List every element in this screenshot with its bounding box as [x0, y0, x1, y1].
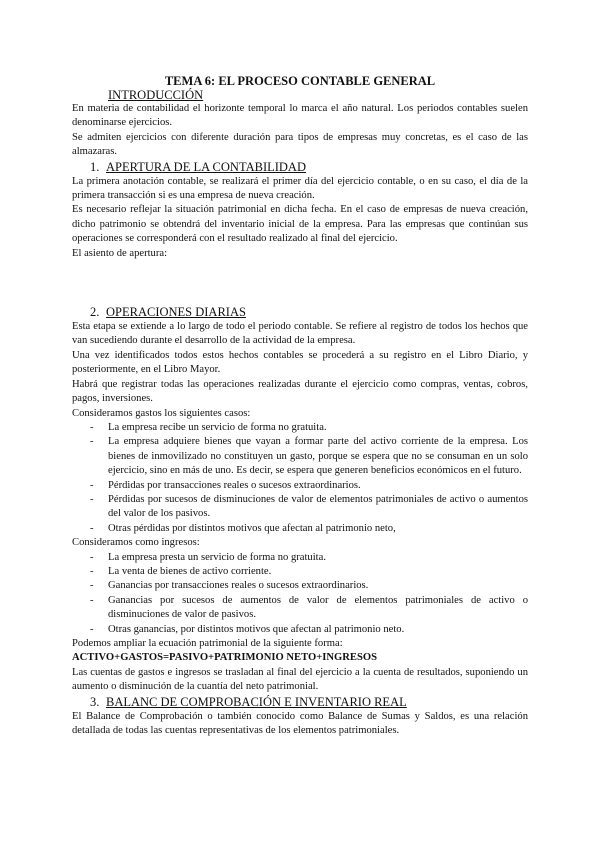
intro-paragraph: Se admiten ejercicios con diferente duración para tipos de empresas muy concretas, es el caso de las almazaras.	[72, 131, 528, 158]
intro-heading: INTRODUCCIÓN	[108, 88, 204, 102]
section-1-paragraph: La primera anotación contable, se realizará el primer día del ejercicio contable, o en su caso, el día de la primera transacción si es una empresa de nueva creación.	[72, 175, 528, 202]
ingresos-intro: Consideramos como ingresos:	[72, 537, 200, 549]
section-3-number: 3.	[90, 694, 100, 709]
list-item: - Pérdidas por transacciones reales o sucesos extraordinarios.	[72, 479, 528, 493]
blank-space	[72, 261, 528, 305]
section-2-closing: Las cuentas de gastos e ingresos se trasladan al final del ejercicio a la cuenta de resultados, suponiendo un aumento o disminución de la cuantía del neto patrimonial.	[72, 666, 528, 693]
patrimonial-equation: ACTIVO+GASTOS=PASIVO+PATRIMONIO NETO+INGRESOS	[72, 652, 378, 664]
section-2-title: OPERACIONES DIARIAS	[106, 305, 246, 320]
section-1-paragraph: Es necesario reflejar la situación patrimonial en dicha fecha. En el caso de empresas de nueva creación, dicho patrimonio se obtendrá del inventario inicial de la empresa. Para las empresas que continúan sus operaciones se corresponderá con el resultado realizado al final del ejercicio.	[72, 204, 528, 245]
ingresos-list	[72, 551, 528, 637]
list-item: - Otras pérdidas por distintos motivos que afectan al patrimonio neto,	[72, 522, 528, 536]
section-3-heading	[72, 695, 528, 710]
section-2-heading	[72, 305, 528, 320]
document-body	[72, 74, 528, 738]
section-2-number: 2.	[90, 305, 100, 320]
intro-paragraph: En materia de contabilidad el horizonte temporal lo marca el año natural. Los periodos contables suelen denominarse ejercicios.	[72, 103, 528, 129]
section-1-number: 1.	[90, 159, 100, 174]
section-1-paragraph: El asiento de apertura:	[72, 247, 168, 259]
section-1-title: APERTURA DE LA CONTABILIDAD	[106, 159, 306, 174]
gastos-list	[72, 421, 528, 536]
equation-intro: Podemos ampliar la ecuación patrimonial de la siguiente forma:	[72, 638, 343, 649]
list-item: - La venta de bienes de activo corriente.	[72, 565, 528, 579]
list-item: - La empresa adquiere bienes que vayan a formar parte del activo corriente de la empresa. Los bienes de inmovilizado no constituyen un gasto, porque se espera que no se consuman en un solo ejercicio, sino en más de uno. Es decir, se espera que generen beneficios económicos en el futuro.	[72, 435, 528, 478]
section-1-heading	[72, 160, 528, 175]
list-item: - La empresa presta un servicio de forma no gratuita.	[72, 551, 528, 565]
list-item: - Ganancias por transacciones reales o sucesos extraordinarios.	[72, 579, 528, 593]
list-item: - Pérdidas por sucesos de disminuciones de valor de elementos patrimoniales de activo o aumentos del valor de los pasivos.	[72, 493, 528, 522]
list-item: - Ganancias por sucesos de aumentos de valor de elementos patrimoniales de activo o disminuciones de valor de pasivos.	[72, 594, 528, 623]
list-item: - La empresa recibe un servicio de forma no gratuita.	[72, 421, 528, 435]
section-2-paragraph: Esta etapa se extiende a lo largo de todo el periodo contable. Se refiere al registro de todos los hechos que van sucediendo durante el desarrollo de la actividad de la empresa.	[72, 321, 528, 347]
document-title: TEMA 6: EL PROCESO CONTABLE GENERAL	[164, 74, 436, 88]
section-3-paragraph: El Balance de Comprobación o también conocido como Balance de Sumas y Saldos, es una relación detallada de todas las cuentas representativas de los elementos patrimoniales.	[72, 710, 528, 737]
list-item: - Otras ganancias, por distintos motivos que afectan al patrimonio neto.	[72, 623, 528, 637]
section-2-paragraph: Una vez identificados todos estos hechos contables se procederá a su registro en el Libro Diario, y posteriormente, en el Libro Mayor.	[72, 349, 528, 376]
gastos-intro: Consideramos gastos los siguientes casos:	[72, 407, 251, 419]
section-2-paragraph: Habrá que registrar todas las operaciones realizadas durante el ejercicio como compras, ventas, cobros, pagos, inversiones.	[72, 378, 528, 405]
section-3-title: BALANC DE COMPROBACIÓN E INVENTARIO REAL	[106, 694, 407, 709]
